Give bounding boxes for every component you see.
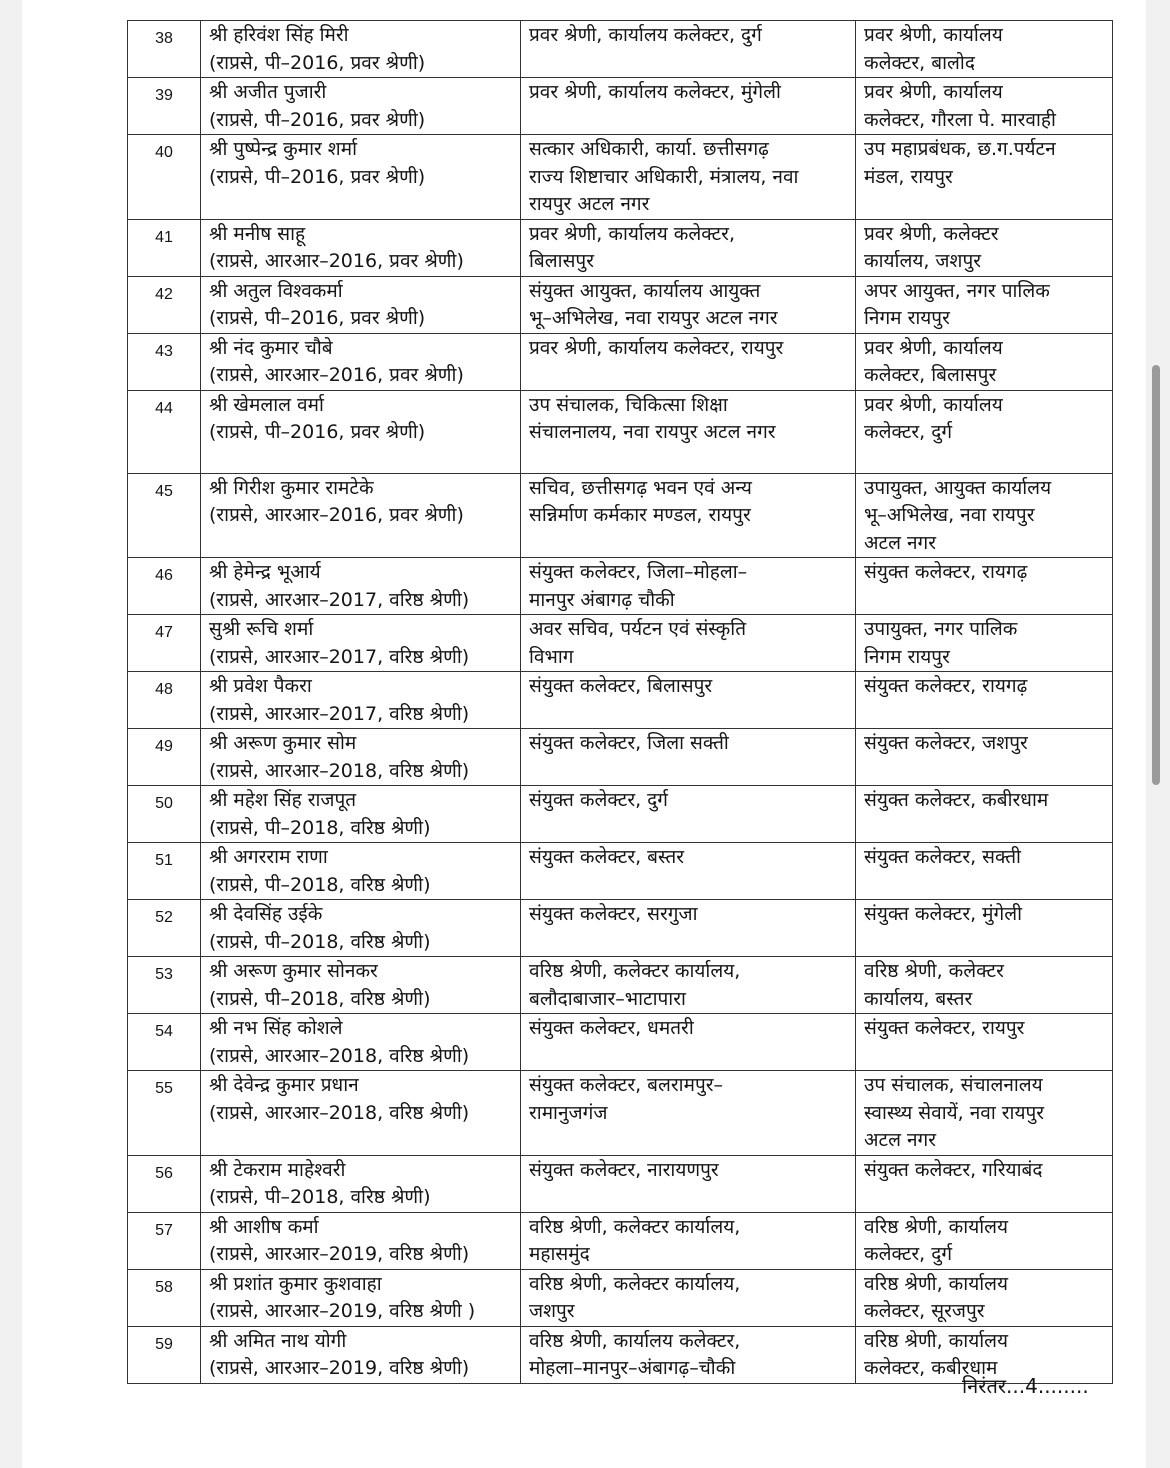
- serial-number-cell: 38: [128, 21, 201, 78]
- officer-name: श्री हरिवंश सिंह मिरी: [209, 24, 349, 46]
- current-posting-cell: [521, 900, 856, 957]
- current-posting-cell: [521, 786, 856, 843]
- officer-name: श्री प्रशांत कुमार कुशवाहा: [209, 1272, 382, 1295]
- new-posting-line: कार्यालय, बस्तर: [864, 987, 973, 1010]
- new-posting-line: अटल नगर: [864, 1129, 937, 1151]
- current-posting-cell: [521, 1014, 856, 1071]
- current-posting-line: प्रवर श्रेणी, कार्यालय कलेक्टर, मुंगेली: [529, 81, 781, 103]
- current-posting-cell: [521, 333, 856, 390]
- serial-number-cell: 47: [128, 615, 201, 672]
- officer-service: (राप्रसे, पी–2016, प्रवर श्रेणी): [209, 165, 426, 188]
- officer-name: श्री अरूण कुमार सोम: [209, 732, 357, 754]
- officer-name: श्री मनीष साहू: [209, 222, 306, 245]
- officer-name: श्री अरूण कुमार सोनकर: [209, 960, 378, 982]
- current-posting-line: सचिव, छत्तीसगढ़ भवन एवं अन्य: [529, 476, 752, 499]
- new-posting-line: संयुक्त कलेक्टर, गरियाबंद: [864, 1158, 1043, 1181]
- table-body: [128, 21, 1113, 1384]
- new-posting-line: कलेक्टर, कबीरधाम: [864, 1357, 998, 1379]
- new-posting-line: वरिष्ठ श्रेणी, कार्यालय: [864, 1215, 1009, 1238]
- scrollbar-thumb[interactable]: [1152, 365, 1160, 785]
- transfer-table: [127, 20, 1113, 1384]
- serial-number-cell: 53: [128, 957, 201, 1014]
- new-posting-cell: [856, 473, 1113, 558]
- table-row: [128, 843, 1113, 900]
- serial-number-cell: 57: [128, 1212, 201, 1269]
- serial-number-cell: 46: [128, 558, 201, 615]
- officer-cell: [201, 843, 521, 900]
- serial-number-cell: 45: [128, 473, 201, 558]
- table-row: [128, 1014, 1113, 1071]
- table-row: [128, 1071, 1113, 1156]
- officer-cell: [201, 615, 521, 672]
- officer-name: श्री अजीत पुजारी: [209, 81, 327, 103]
- table-row: [128, 615, 1113, 672]
- current-posting-cell: [521, 672, 856, 729]
- serial-number-cell: 44: [128, 390, 201, 473]
- current-posting-cell: [521, 219, 856, 276]
- officer-name: श्री अगरराम राणा: [209, 846, 328, 868]
- officer-service: (राप्रसे, आरआर–2016, प्रवर श्रेणी): [209, 250, 464, 272]
- officer-cell: [201, 558, 521, 615]
- new-posting-line: उप संचालक, संचालनालय: [864, 1074, 1043, 1096]
- new-posting-cell: [856, 558, 1113, 615]
- new-posting-line: कार्यालय, जशपुर: [864, 250, 982, 272]
- new-posting-line: संयुक्त कलेक्टर, जशपुर: [864, 732, 1028, 754]
- current-posting-line: वरिष्ठ श्रेणी, कार्यालय कलेक्टर,: [529, 1329, 741, 1352]
- serial-number-cell: 50: [128, 786, 201, 843]
- officer-service: (राप्रसे, आरआर–2016, प्रवर श्रेणी): [209, 504, 464, 526]
- current-posting-line: वरिष्ठ श्रेणी, कलेक्टर कार्यालय,: [529, 960, 741, 982]
- officer-name: श्री प्रवेश पैकरा: [209, 675, 312, 697]
- new-posting-line: कलेक्टर, दुर्ग: [864, 421, 953, 443]
- new-posting-line: संयुक्त कलेक्टर, रायगढ़: [864, 561, 1028, 583]
- officer-name: श्री अमित नाथ योगी: [209, 1329, 347, 1352]
- current-posting-line: मानपुर अंबागढ़ चौकी: [529, 588, 675, 611]
- current-posting-line: संयुक्त कलेक्टर, नारायणपुर: [529, 1158, 719, 1181]
- current-posting-cell: [521, 615, 856, 672]
- current-posting-line: सत्कार अधिकारी, कार्या. छत्तीसगढ़: [529, 138, 769, 160]
- current-posting-line: संचालनालय, नवा रायपुर अटल नगर: [529, 421, 776, 443]
- officer-cell: [201, 786, 521, 843]
- new-posting-line: उप महाप्रबंधक, छ.ग.पर्यटन: [864, 138, 1056, 160]
- current-posting-line: संयुक्त कलेक्टर, बिलासपुर: [529, 675, 713, 697]
- officer-service: (राप्रसे, आरआर–2017, वरिष्ठ श्रेणी): [209, 702, 470, 725]
- current-posting-cell: [521, 135, 856, 220]
- serial-number-cell: 59: [128, 1326, 201, 1383]
- current-posting-line: भू–अभिलेख, नवा रायपुर अटल नगर: [529, 307, 778, 329]
- serial-number-cell: 55: [128, 1071, 201, 1156]
- officer-name: श्री महेश सिंह राजपूत: [209, 789, 357, 811]
- officer-service: (राप्रसे, आरआर–2019, वरिष्ठ श्रेणी): [209, 1357, 470, 1379]
- current-posting-cell: [521, 957, 856, 1014]
- table-row: [128, 390, 1113, 473]
- new-posting-line: अपर आयुक्त, नगर पालिक: [864, 279, 1050, 302]
- new-posting-line: प्रवर श्रेणी, कलेक्टर: [864, 222, 999, 245]
- new-posting-line: प्रवर श्रेणी, कार्यालय: [864, 24, 1003, 46]
- current-posting-line: संयुक्त कलेक्टर, सरगुजा: [529, 903, 698, 925]
- new-posting-line: अटल नगर: [864, 531, 937, 554]
- serial-number-cell: 51: [128, 843, 201, 900]
- new-posting-cell: [856, 843, 1113, 900]
- new-posting-line: निगम रायपुर: [864, 645, 950, 668]
- new-posting-cell: [856, 729, 1113, 786]
- new-posting-cell: [856, 900, 1113, 957]
- current-posting-cell: [521, 1155, 856, 1212]
- new-posting-line: कलेक्टर, दुर्ग: [864, 1243, 953, 1265]
- current-posting-line: जशपुर: [529, 1300, 575, 1322]
- new-posting-line: कलेक्टर, गौरला पे. मारवाही: [864, 108, 1056, 131]
- officer-service: (राप्रसे, आरआर–2018, वरिष्ठ श्रेणी): [209, 1044, 470, 1067]
- table-row: [128, 276, 1113, 333]
- current-posting-cell: [521, 729, 856, 786]
- officer-name: श्री नंद कुमार चौबे: [209, 336, 333, 359]
- new-posting-cell: [856, 672, 1113, 729]
- officer-name: श्री टेकराम माहेश्वरी: [209, 1158, 346, 1181]
- officer-service: (राप्रसे, पी–2016, प्रवर श्रेणी): [209, 421, 426, 443]
- officer-cell: [201, 900, 521, 957]
- table-row: [128, 135, 1113, 220]
- serial-number-cell: 52: [128, 900, 201, 957]
- new-posting-line: वरिष्ठ श्रेणी, कार्यालय: [864, 1272, 1009, 1295]
- new-posting-cell: [856, 390, 1113, 473]
- current-posting-line: प्रवर श्रेणी, कार्यालय कलेक्टर, रायपुर: [529, 336, 784, 359]
- new-posting-cell: [856, 135, 1113, 220]
- table-row: [128, 21, 1113, 78]
- new-posting-line: संयुक्त कलेक्टर, सक्ती: [864, 846, 1021, 868]
- new-posting-cell: [856, 78, 1113, 135]
- officer-cell: [201, 78, 521, 135]
- officer-service: (राप्रसे, पी–2018, वरिष्ठ श्रेणी): [209, 1186, 431, 1208]
- table-row: [128, 333, 1113, 390]
- table-row: [128, 786, 1113, 843]
- officer-cell: [201, 135, 521, 220]
- new-posting-line: निगम रायपुर: [864, 307, 950, 329]
- continued-note: निरंतर...4........: [962, 1374, 1089, 1398]
- new-posting-line: कलेक्टर, बालोद: [864, 51, 975, 74]
- officer-service: (राप्रसे, पी–2018, वरिष्ठ श्रेणी): [209, 987, 431, 1010]
- officer-name: श्री हेमेन्द्र भूआर्य: [209, 561, 321, 583]
- officer-cell: [201, 276, 521, 333]
- officer-service: (राप्रसे, आरआर–2019, वरिष्ठ श्रेणी ): [209, 1300, 476, 1322]
- new-posting-cell: [856, 1071, 1113, 1156]
- current-posting-line: संयुक्त कलेक्टर, दुर्ग: [529, 789, 668, 811]
- officer-service: (राप्रसे, पी–2018, वरिष्ठ श्रेणी): [209, 930, 431, 953]
- new-posting-cell: [856, 219, 1113, 276]
- new-posting-line: संयुक्त कलेक्टर, रायगढ़: [864, 675, 1028, 697]
- current-posting-line: संयुक्त कलेक्टर, जिला–मोहला–: [529, 561, 748, 583]
- new-posting-line: संयुक्त कलेक्टर, कबीरधाम: [864, 789, 1049, 811]
- new-posting-line: मंडल, रायपुर: [864, 165, 953, 188]
- current-posting-cell: [521, 1269, 856, 1326]
- new-posting-line: संयुक्त कलेक्टर, रायपुर: [864, 1017, 1025, 1039]
- new-posting-line: वरिष्ठ श्रेणी, कार्यालय: [864, 1329, 1009, 1352]
- current-posting-line: वरिष्ठ श्रेणी, कलेक्टर कार्यालय,: [529, 1272, 741, 1295]
- new-posting-line: संयुक्त कलेक्टर, मुंगेली: [864, 903, 1023, 925]
- officer-cell: [201, 390, 521, 473]
- current-posting-line: बलौदाबाजार–भाटापारा: [529, 987, 686, 1010]
- new-posting-cell: [856, 1014, 1113, 1071]
- new-posting-cell: [856, 1269, 1113, 1326]
- officer-name: श्री खेमलाल वर्मा: [209, 393, 324, 416]
- new-posting-line: उपायुक्त, आयुक्त कार्यालय: [864, 476, 1052, 499]
- new-posting-line: स्वास्थ्य सेवायें, नवा रायपुर: [864, 1101, 1045, 1124]
- current-posting-cell: [521, 1326, 856, 1383]
- officer-cell: [201, 1071, 521, 1156]
- current-posting-cell: [521, 1212, 856, 1269]
- table-row: [128, 1269, 1113, 1326]
- officer-cell: [201, 219, 521, 276]
- officer-name: श्री पुष्पेन्द्र कुमार शर्मा: [209, 138, 358, 160]
- serial-number-cell: 39: [128, 78, 201, 135]
- officer-name: श्री आशीष कर्मा: [209, 1215, 319, 1238]
- table-row: [128, 729, 1113, 786]
- serial-number-cell: 58: [128, 1269, 201, 1326]
- current-posting-line: मोहला–मानपुर–अंबागढ़–चौकी: [529, 1357, 736, 1379]
- officer-service: (राप्रसे, पी–2018, वरिष्ठ श्रेणी): [209, 873, 431, 896]
- current-posting-cell: [521, 78, 856, 135]
- current-posting-cell: [521, 390, 856, 473]
- officer-name: श्री नभ सिंह कोशले: [209, 1017, 343, 1039]
- officer-cell: [201, 957, 521, 1014]
- new-posting-cell: [856, 615, 1113, 672]
- serial-number-cell: 49: [128, 729, 201, 786]
- current-posting-line: उप संचालक, चिकित्सा शिक्षा: [529, 393, 728, 416]
- new-posting-line: प्रवर श्रेणी, कार्यालय: [864, 393, 1003, 416]
- current-posting-line: बिलासपुर: [529, 250, 594, 272]
- officer-service: (राप्रसे, आरआर–2019, वरिष्ठ श्रेणी): [209, 1243, 470, 1265]
- officer-service: (राप्रसे, आरआर–2016, प्रवर श्रेणी): [209, 364, 464, 386]
- officer-service: (राप्रसे, पी–2018, वरिष्ठ श्रेणी): [209, 816, 431, 839]
- officer-service: (राप्रसे, आरआर–2018, वरिष्ठ श्रेणी): [209, 1101, 470, 1124]
- current-posting-line: संयुक्त कलेक्टर, जिला सक्ती: [529, 732, 729, 754]
- current-posting-cell: [521, 843, 856, 900]
- officer-name: श्री देवेन्द्र कुमार प्रधान: [209, 1074, 359, 1096]
- officer-service: (राप्रसे, आरआर–2017, वरिष्ठ श्रेणी): [209, 645, 470, 668]
- table-row: [128, 900, 1113, 957]
- table-row: [128, 1155, 1113, 1212]
- current-posting-line: प्रवर श्रेणी, कार्यालय कलेक्टर, दुर्ग: [529, 24, 762, 46]
- officer-cell: [201, 21, 521, 78]
- officer-cell: [201, 333, 521, 390]
- officer-cell: [201, 672, 521, 729]
- officer-cell: [201, 1269, 521, 1326]
- current-posting-line: रामानुजगंज: [529, 1101, 608, 1124]
- table-row: [128, 672, 1113, 729]
- current-posting-cell: [521, 1071, 856, 1156]
- table-row: [128, 219, 1113, 276]
- new-posting-cell: [856, 1212, 1113, 1269]
- new-posting-line: उपायुक्त, नगर पालिक: [864, 618, 1018, 640]
- new-posting-cell: [856, 786, 1113, 843]
- new-posting-line: कलेक्टर, बिलासपुर: [864, 364, 997, 386]
- officer-service: (राप्रसे, पी–2016, प्रवर श्रेणी): [209, 307, 426, 329]
- officer-name: श्री अतुल विश्वकर्मा: [209, 279, 343, 302]
- serial-number-cell: 54: [128, 1014, 201, 1071]
- officer-cell: [201, 473, 521, 558]
- officer-name: सुश्री रूचि शर्मा: [209, 618, 314, 640]
- table-row: [128, 78, 1113, 135]
- table-row: [128, 957, 1113, 1014]
- officer-cell: [201, 1212, 521, 1269]
- officer-cell: [201, 1155, 521, 1212]
- new-posting-cell: [856, 957, 1113, 1014]
- current-posting-line: संयुक्त आयुक्त, कार्यालय आयुक्त: [529, 279, 761, 302]
- new-posting-cell: [856, 333, 1113, 390]
- current-posting-cell: [521, 558, 856, 615]
- current-posting-line: रायपुर अटल नगर: [529, 193, 650, 215]
- officer-service: (राप्रसे, पी–2016, प्रवर श्रेणी): [209, 108, 426, 131]
- current-posting-line: संयुक्त कलेक्टर, बस्तर: [529, 846, 685, 868]
- officer-service: (राप्रसे, पी–2016, प्रवर श्रेणी): [209, 51, 426, 74]
- serial-number-cell: 56: [128, 1155, 201, 1212]
- officer-service: (राप्रसे, आरआर–2017, वरिष्ठ श्रेणी): [209, 588, 470, 611]
- officer-name: श्री गिरीश कुमार रामटेके: [209, 476, 374, 499]
- officer-cell: [201, 1326, 521, 1383]
- current-posting-cell: [521, 276, 856, 333]
- current-posting-line: संयुक्त कलेक्टर, बलरामपुर–: [529, 1074, 724, 1096]
- table-row: [128, 558, 1113, 615]
- serial-number-cell: 41: [128, 219, 201, 276]
- table-row: [128, 1212, 1113, 1269]
- new-posting-line: प्रवर श्रेणी, कार्यालय: [864, 336, 1003, 359]
- serial-number-cell: 42: [128, 276, 201, 333]
- serial-number-cell: 40: [128, 135, 201, 220]
- serial-number-cell: 48: [128, 672, 201, 729]
- current-posting-line: संयुक्त कलेक्टर, धमतरी: [529, 1017, 694, 1039]
- current-posting-line: सन्निर्माण कर्मकार मण्डल, रायपुर: [529, 504, 751, 526]
- new-posting-line: वरिष्ठ श्रेणी, कलेक्टर: [864, 960, 1004, 982]
- officer-name: श्री देवसिंह उईके: [209, 903, 323, 925]
- new-posting-cell: [856, 276, 1113, 333]
- new-posting-line: भू–अभिलेख, नवा रायपुर: [864, 504, 1035, 526]
- officer-cell: [201, 1014, 521, 1071]
- serial-number-cell: 43: [128, 333, 201, 390]
- current-posting-line: वरिष्ठ श्रेणी, कलेक्टर कार्यालय,: [529, 1215, 741, 1238]
- officer-service: (राप्रसे, आरआर–2018, वरिष्ठ श्रेणी): [209, 759, 470, 782]
- new-posting-cell: [856, 21, 1113, 78]
- current-posting-cell: [521, 21, 856, 78]
- current-posting-line: प्रवर श्रेणी, कार्यालय कलेक्टर,: [529, 222, 735, 245]
- officer-cell: [201, 729, 521, 786]
- current-posting-line: विभाग: [529, 645, 574, 668]
- new-posting-line: प्रवर श्रेणी, कार्यालय: [864, 81, 1003, 103]
- current-posting-cell: [521, 473, 856, 558]
- current-posting-line: अवर सचिव, पर्यटन एवं संस्कृति: [529, 618, 747, 640]
- new-posting-cell: [856, 1155, 1113, 1212]
- new-posting-line: कलेक्टर, सूरजपुर: [864, 1300, 985, 1322]
- current-posting-line: महासमुंद: [529, 1243, 590, 1265]
- table-row: [128, 473, 1113, 558]
- current-posting-line: राज्य शिष्टाचार अधिकारी, मंत्रालय, नवा: [529, 165, 799, 188]
